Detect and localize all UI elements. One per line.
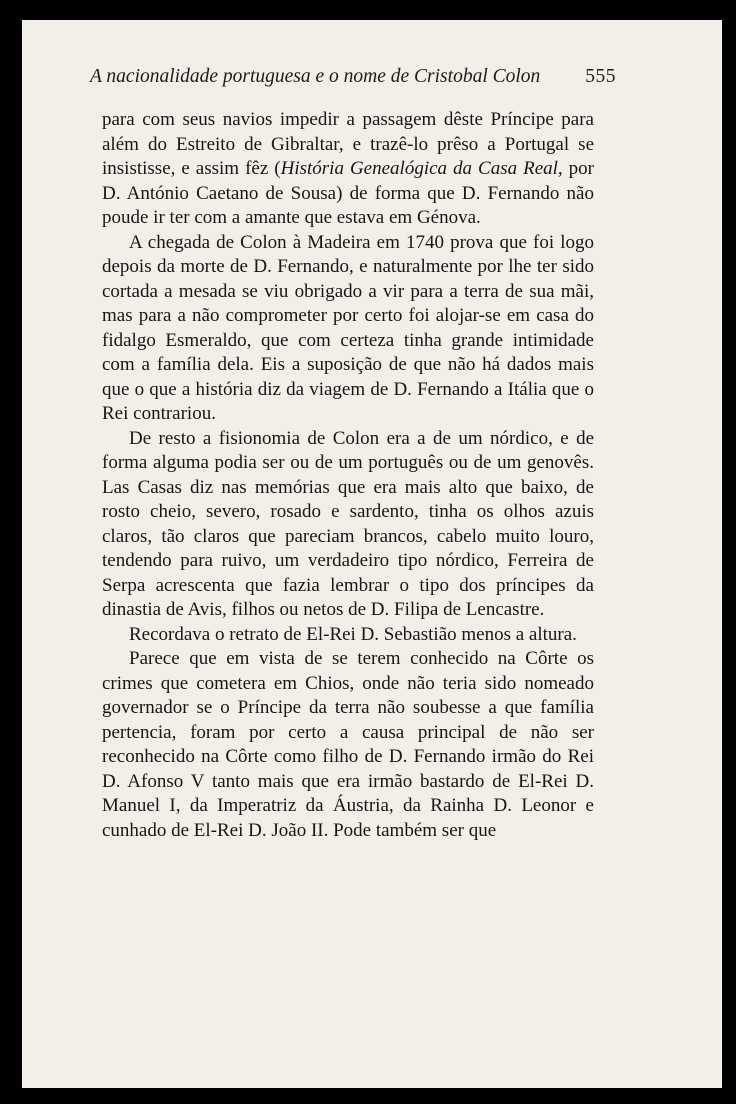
page-number: 555 <box>585 66 616 87</box>
paragraph-4: Recordava o retrato de El-Rei D. Sebastião menos a altura. <box>129 623 577 645</box>
book-title-italic: História Genealógica da Casa Real, <box>280 158 563 179</box>
paragraph-2: A chegada de Colon à Madeira em 1740 prova que foi logo depois da morte de D. Fernando, e naturalmente por lhe ter sido cortada a mesada se viu obrigado a vir para a terra de sua mãi, mas para a não comprometer por certo foi alojar-se em casa do fidalgo Esmeraldo, que com certeza tinha grande intimidade com a família dela. Eis a suposição de que não há dados mais que o que a história diz da viagem de D. Fernando a Itália que o Rei contrariou. <box>102 231 594 424</box>
running-head-title: A nacionalidade portuguesa e o nome de Cristobal Colon <box>90 66 541 87</box>
body-text <box>102 108 594 843</box>
paragraph-5: Parece que em vista de se terem conhecido na Côrte os crimes que cometera em Chios, onde não teria sido nomeado governador se o Príncipe da terra não soubesse a que família pertencia, foram por certo a causa principal de não ser reconhecido na Côrte como filho de D. Fernando irmão do Rei D. Afonso V tanto mais que era irmão bastardo de El-Rei D. Manuel I, da Imperatriz da Áustria, da Rainha D. Leonor e cunhado de El-Rei D. João II. Pode também ser que <box>102 648 594 841</box>
paragraph-3: De resto a fisionomia de Colon era a de um nórdico, e de forma alguma podia ser ou de um português ou de um genovês. Las Casas diz nas memórias que era mais alto que baixo, de rosto cheio, severo, rosado e sardento, tinha os olhos azuis claros, tão claros que pareciam brancos, cabelo muito louro, tendendo para ruivo, um verdadeiro tipo nórdico, Ferreira de Serpa acrescenta que fazia lembrar o tipo dos príncipes da dinastia de Avis, filhos ou netos de D. Filipa de Lencastre. <box>102 427 594 620</box>
running-head <box>90 66 616 88</box>
paragraph-1: para com seus navios impedir a passagem dêste Príncipe para além do Estreito de Gibraltar, e trazê-lo prêso a Portugal se insistisse, e assim fêz (História Genealógica da Casa Real, por D. António Caetano de Sousa) de forma que D. Fernando não poude ir ter com a amante que estava em Génova. <box>102 109 594 228</box>
book-page <box>22 20 722 1088</box>
